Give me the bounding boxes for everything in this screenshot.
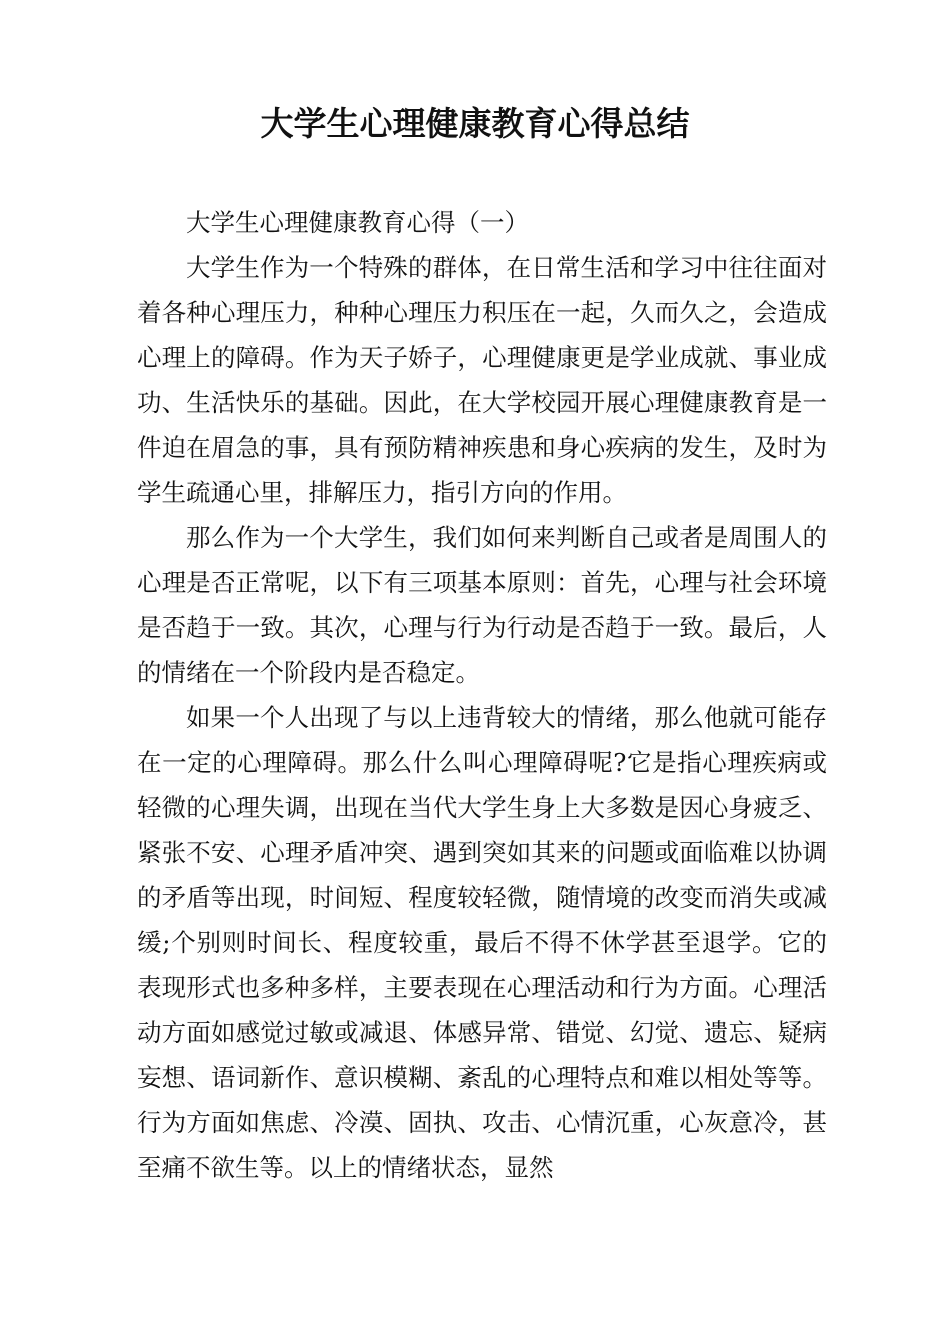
document-title: 大学生心理健康教育心得总结 <box>260 104 690 143</box>
paragraph: 大学生作为一个特殊的群体，在日常生活和学习中往往面对着各种心理压力，种种心理压力积压在一起，久而久之，会造成心理上的障碍。作为天子娇子，心理健康更是学业成就、事业成功、生活快乐的基础。因此，在大学校园开展心理健康教育是一件迫在眉急的事，具有预防精神疾患和身心疾病的发生，及时为学生疏通心里，排解压力，指引方向的作用。 <box>137 253 827 507</box>
paragraph: 如果一个人出现了与以上违背较大的情绪，那么他就可能存在一定的心理障碍。那么什么叫心理障碍呢?它是指心理疾病或轻微的心理失调，出现在当代大学生身上大多数是因心身疲乏、紧张不安、心理矛盾冲突、遇到突如其来的问题或面临难以协调的矛盾等出现，时间短、程度较轻微，随情境的改变而消失或减缓;个别则时间长、程度较重，最后不得不休学甚至退学。它的表现形式也多种多样，主要表现在心理活动和行为方面。心理活动方面如感觉过敏或减退、体感异常、错觉、幻觉、遗忘、疑病妄想、语词新作、意识模糊、紊乱的心理特点和难以相处等等。行为方面如焦虑、冷漠、固执、攻击、心情沉重，心灰意冷，甚至痛不欲生等。以上的情绪状态，显然 <box>137 703 827 1182</box>
section-heading: 大学生心理健康教育心得（一） <box>186 208 529 237</box>
document-body <box>137 200 827 1190</box>
paragraph: 那么作为一个大学生，我们如何来判断自己或者是周围人的心理是否正常呢，以下有三项基本原则：首先，心理与社会环境是否趋于一致。其次，心理与行为行动是否趋于一致。最后，人的情绪在一个阶段内是否稳定。 <box>137 523 827 687</box>
